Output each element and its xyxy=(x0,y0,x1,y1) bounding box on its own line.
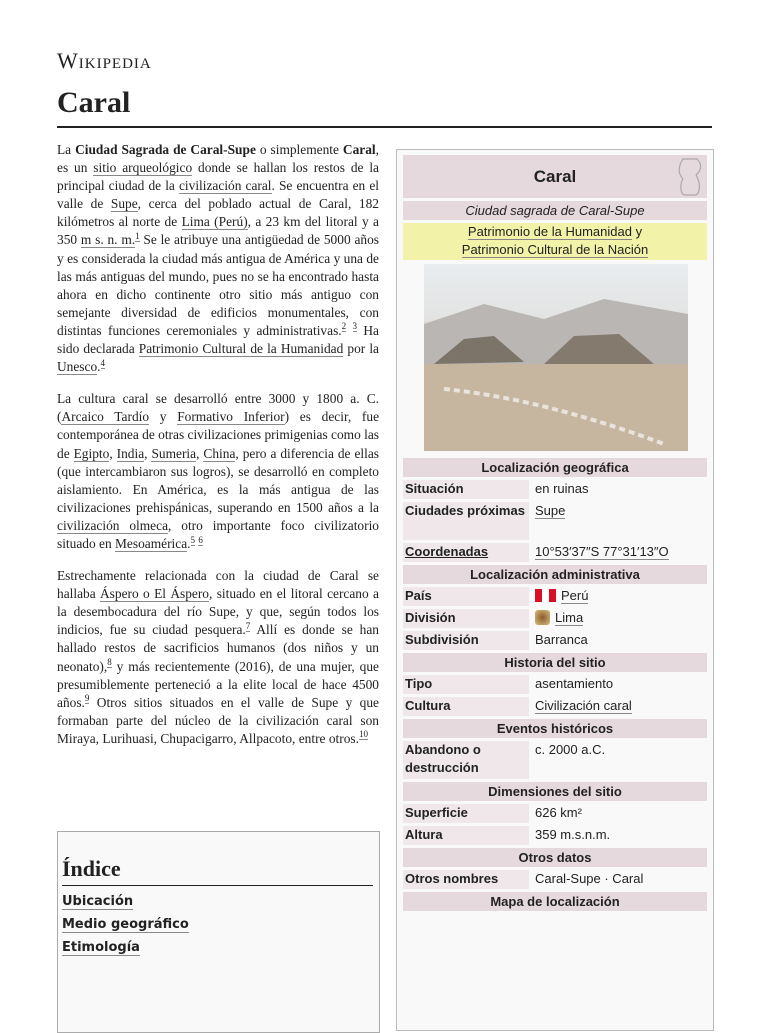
infobox-label: Ciudades próximas xyxy=(403,502,529,540)
table-of-contents xyxy=(57,831,380,1033)
article-paragraph xyxy=(57,567,379,748)
reference-link[interactable]: 9 xyxy=(84,693,90,704)
infobox-title xyxy=(403,155,707,198)
infobox-row xyxy=(403,543,707,562)
infobox-section-header: Eventos históricos xyxy=(403,719,707,738)
article-link[interactable]: Lima (Perú) xyxy=(181,214,248,230)
infobox-value-link[interactable]: Civilización caral xyxy=(535,698,632,713)
infobox-row xyxy=(403,826,707,845)
infobox-value: 359 m.s.n.m. xyxy=(535,827,611,842)
infobox-value-link[interactable]: 10°53′37″S 77°31′13″O xyxy=(535,544,669,559)
title-divider xyxy=(57,126,712,128)
infobox-row xyxy=(403,804,707,823)
article-link[interactable]: Unesco xyxy=(57,359,98,375)
infobox-value: Barranca xyxy=(535,632,588,647)
text-run: , situado en el litoral cercano a la desembocadura del río Supe, y que, según todos los indicios, fue su ciudad pesquera. xyxy=(57,586,379,638)
article-link[interactable]: civilización caral xyxy=(178,178,272,194)
infobox-row xyxy=(403,675,707,694)
infobox-value: 626 km² xyxy=(535,805,582,820)
infobox-row xyxy=(403,870,707,889)
text-run: , xyxy=(196,445,204,461)
infobox-row xyxy=(403,502,707,540)
infobox-row xyxy=(403,609,707,628)
infobox-value-link[interactable]: Lima xyxy=(555,610,584,625)
infobox-value: en ruinas xyxy=(535,481,589,496)
infobox-row xyxy=(403,741,707,779)
infobox-section-header: Mapa de localización xyxy=(403,892,707,911)
text-run: , pero a diferencia de ellas (que intercambiaron sus logros), se desarrolló en completo aislamiento. En América, es la más antigua de las civilizaciones prehispánicas, superando en 1500 años a la xyxy=(57,445,379,515)
infobox-label: Subdivisión xyxy=(403,631,529,650)
infobox-title-text: Caral xyxy=(533,167,577,186)
reference-link[interactable]: 7 xyxy=(245,620,251,631)
text-run: . Se encuentra en el valle de xyxy=(57,178,379,212)
text-run: , a 23 km del litoral y a 350 xyxy=(57,214,379,248)
bold-text: Ciudad Sagrada de Caral-Supe xyxy=(75,142,256,157)
article-paragraph xyxy=(57,390,379,553)
infobox-row xyxy=(403,697,707,716)
toc-item-etimologia[interactable]: Etimología xyxy=(62,940,140,955)
infobox-label: Otros nombres xyxy=(403,870,529,889)
lima-coat-of-arms-icon xyxy=(535,610,550,625)
peru-flag-icon xyxy=(535,589,556,602)
text-run xyxy=(346,323,352,338)
article-link[interactable]: Egipto xyxy=(73,445,110,461)
infobox-value: c. 2000 a.C. xyxy=(535,742,606,757)
heritage-banner xyxy=(403,223,707,260)
text-run: Otros sitios situados en el valle de Supe y que formaban parte del núcleo de la civilización caral son Miraya, Lurihuasi, Chupacigarro, Allpacoto, entre otros. xyxy=(57,694,379,746)
infobox-value-link[interactable]: Supe xyxy=(535,503,566,518)
text-run: . xyxy=(187,535,191,551)
wikipedia-logo[interactable]: Wikipedia xyxy=(57,48,152,73)
reference-link[interactable]: 1 xyxy=(135,231,140,241)
text-run: y xyxy=(149,409,178,425)
reference-link[interactable]: 10 xyxy=(358,729,368,740)
text-run: ) es decir, fue contemporánea de otras civilizaciones primigenias como las de xyxy=(57,409,380,461)
text-run: por la xyxy=(343,341,379,357)
infobox-section-header: Otros datos xyxy=(403,848,707,867)
heritage-link-nacion[interactable]: Patrimonio Cultural de la Nación xyxy=(461,242,649,257)
text-run: , cerca del poblado actual de Caral, 182 kilómetros al norte de xyxy=(57,196,379,230)
article-link[interactable]: civilización olmeca xyxy=(57,517,169,533)
article-link[interactable]: Patrimonio Cultural de la Humanidad xyxy=(138,341,344,357)
text-run: , otro importante foco civilizatorio situado en xyxy=(57,517,379,551)
infobox-row xyxy=(403,631,707,650)
toc-item-medio-geografico[interactable]: Medio geográfico xyxy=(62,917,189,932)
infobox-row xyxy=(403,480,707,499)
text-run: . xyxy=(97,359,101,375)
bold-text: Caral xyxy=(342,142,376,157)
text-run: o simplemente xyxy=(255,142,343,157)
toc-divider xyxy=(62,885,373,886)
infobox-row xyxy=(403,587,707,606)
article-link[interactable]: Formativo Inferior xyxy=(177,409,285,425)
article-link[interactable]: m s. n. m. xyxy=(80,232,136,248)
infobox-section-header: Dimensiones del sitio xyxy=(403,782,707,801)
infobox xyxy=(396,149,714,1031)
text-run: donde se hallan los restos de la principal ciudad de la xyxy=(57,160,379,194)
reference-link[interactable]: 2 xyxy=(341,321,347,332)
text-run: Se le atribuye una antigüedad de 5000 años y es considerada la ciudad más antigua de América y una de las más antiguas del mundo, pues no se ha encontrado hasta ahora en dicho continente otro sitio más antiguo con semejante diversidad de edificios monumentales, con distintas funciones ceremoniales y administrativas. xyxy=(57,232,379,338)
infobox-value: Caral-Supe · Caral xyxy=(535,871,644,886)
article-link[interactable]: Supe xyxy=(110,196,138,212)
reference-link[interactable]: 4 xyxy=(100,357,106,368)
reference-link[interactable]: 3 xyxy=(352,321,358,332)
article-link[interactable]: sitio arqueológico xyxy=(93,160,193,176)
infobox-label: Tipo xyxy=(403,675,529,694)
text-run: La xyxy=(57,142,76,157)
text-run: La cultura caral se desarrolló entre 3000 y 1800 a. C. ( xyxy=(57,391,379,425)
text-run: Estrechamente relacionada con la ciudad de Caral se hallaba xyxy=(57,568,379,602)
infobox-label: Coordenadas xyxy=(403,543,529,562)
infobox-label: Cultura xyxy=(403,697,529,716)
toc-item-ubicacion[interactable]: Ubicación xyxy=(62,894,134,909)
article-link[interactable]: Sumeria xyxy=(151,445,197,461)
reference-link[interactable]: 5 xyxy=(190,534,196,545)
text-run: Allí es donde se han hallado restos de sacrificios humanos (dos niños y un neonato), xyxy=(57,622,379,674)
page-title: Caral xyxy=(57,86,131,119)
text-run: , es un xyxy=(57,142,379,176)
infobox-label: Abandono o destrucción xyxy=(403,741,529,779)
infobox-label: País xyxy=(403,587,529,606)
text-run: Ha sido declarada xyxy=(57,322,379,357)
pyramid-landscape-image xyxy=(424,264,688,451)
text-run: , xyxy=(144,445,152,461)
article-link[interactable]: Arcaico Tardío xyxy=(61,409,150,425)
infobox-label: División xyxy=(403,609,529,628)
reference-link[interactable]: 8 xyxy=(107,657,112,668)
infobox-value: asentamiento xyxy=(535,676,614,691)
infobox-label: Situación xyxy=(403,480,529,499)
text-run: , xyxy=(109,445,117,461)
article-link[interactable]: Áspero o El Áspero xyxy=(100,586,210,602)
article-link[interactable]: China xyxy=(203,445,236,461)
heritage-link-humanidad[interactable]: Patrimonio de la Humanidad xyxy=(467,224,632,239)
article-paragraph xyxy=(57,141,379,376)
infobox-label: Superficie xyxy=(403,804,529,823)
reference-link[interactable]: 6 xyxy=(198,534,203,545)
vase-icon xyxy=(674,157,704,197)
infobox-section-header: Localización geográfica xyxy=(403,458,707,477)
infobox-value-link[interactable]: Perú xyxy=(561,588,589,603)
article-link[interactable]: India xyxy=(116,445,145,461)
infobox-label: Altura xyxy=(403,826,529,845)
heritage-and: y xyxy=(631,224,643,239)
article-body xyxy=(57,141,379,762)
infobox-section-header: Historia del sitio xyxy=(403,653,707,672)
infobox-subtitle: Ciudad sagrada de Caral-Supe xyxy=(403,201,707,220)
caral-photo[interactable] xyxy=(424,264,688,451)
toc-title: Índice xyxy=(62,856,121,881)
article-link[interactable]: Mesoamérica xyxy=(115,535,188,551)
infobox-section-header: Localización administrativa xyxy=(403,565,707,584)
text-run: y más recientemente (2016), de una mujer, que presumiblemente perteneció a la elite local de hace 4500 años. xyxy=(57,658,379,710)
